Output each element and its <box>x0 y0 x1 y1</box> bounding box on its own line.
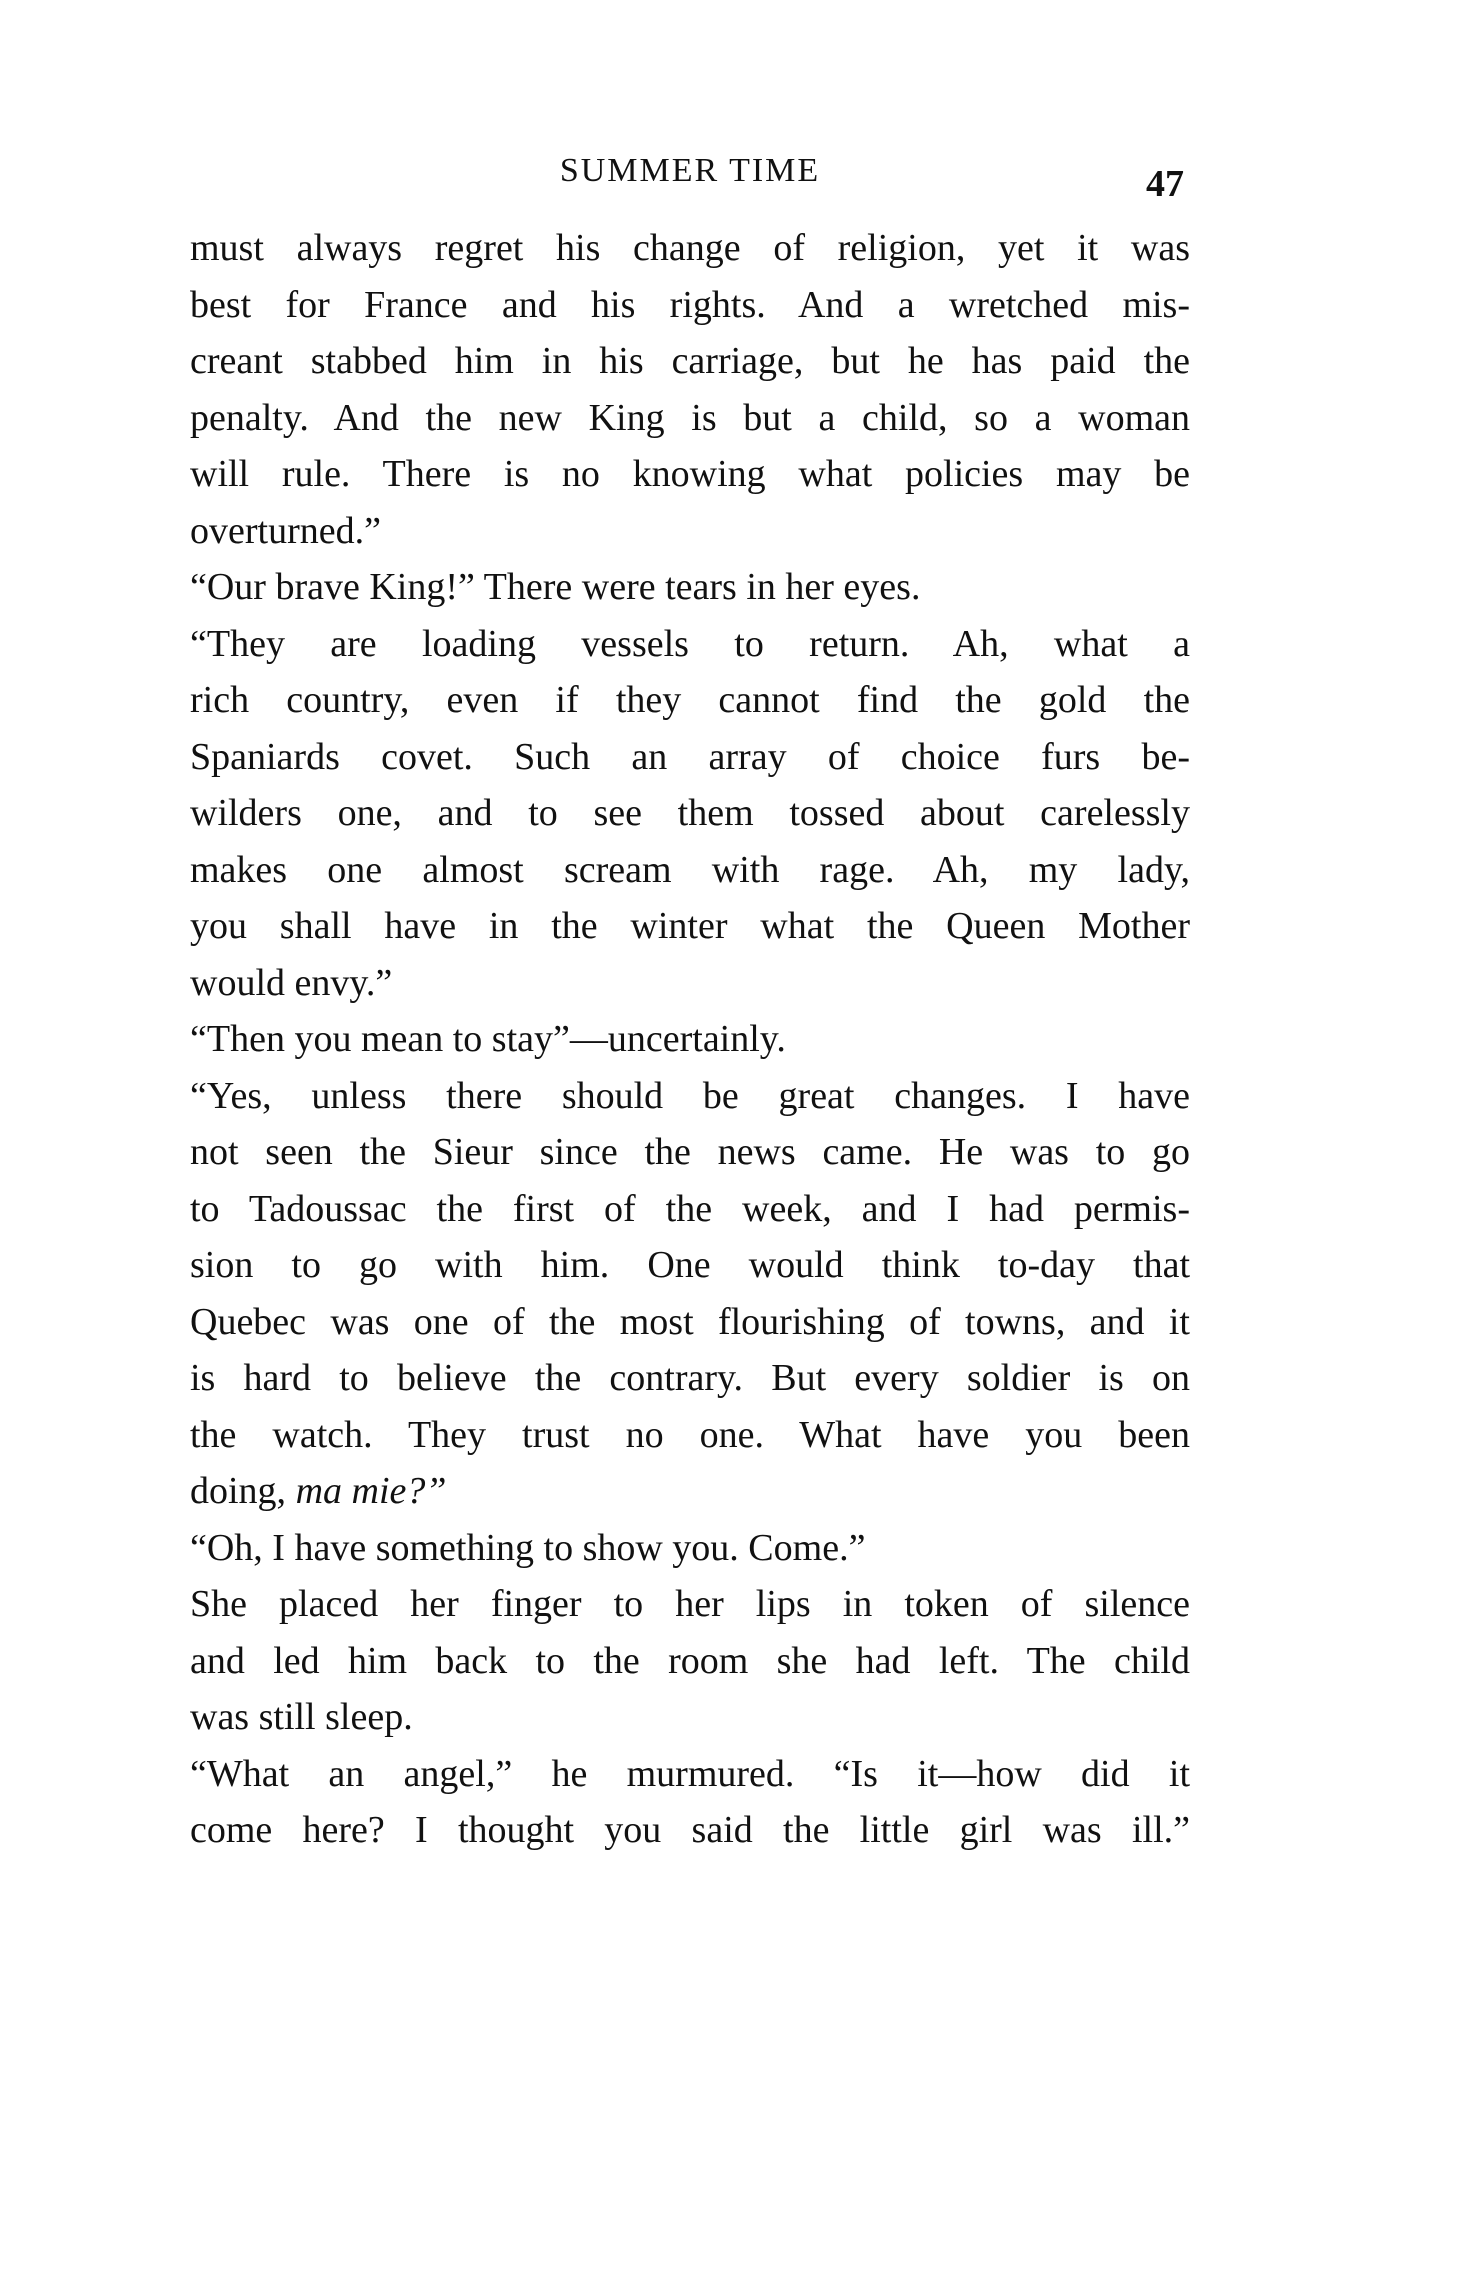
text-line <box>190 1124 1190 1181</box>
text-line <box>190 220 1190 277</box>
text-line <box>190 672 1190 729</box>
text-line-content: is hard to believe the contrary. But every soldier is on <box>190 1357 1190 1399</box>
text-line-content: creant stabbed him in his carriage, but he has paid the <box>190 340 1190 382</box>
text-line-content: and led him back to the room she had left. The child <box>190 1639 1190 1682</box>
text-line-content: best for France and his rights. And a wretched mis- <box>190 283 1190 326</box>
text-line <box>190 1237 1190 1294</box>
text-line-content: “Then you mean to stay”—uncertainly. <box>190 1018 786 1060</box>
text-line-content: Quebec was one of the most flourishing of towns, and it <box>190 1300 1190 1343</box>
text-line <box>190 842 1190 899</box>
page-number: 47 <box>1146 163 1184 205</box>
text-line <box>190 1746 1190 1803</box>
text-line <box>190 1181 1190 1238</box>
text-line <box>190 955 1190 1012</box>
text-line <box>190 1407 1190 1464</box>
text-line <box>190 1633 1190 1690</box>
text-line-content: doing, <box>190 1470 296 1512</box>
text-line <box>190 616 1190 673</box>
text-line-content: will rule. There is no knowing what policies may be <box>190 453 1190 495</box>
text-line <box>190 277 1190 334</box>
text-line <box>190 333 1190 390</box>
text-line <box>190 1011 1190 1068</box>
text-line <box>190 1294 1190 1351</box>
text-line-content: would envy.” <box>190 961 393 1004</box>
body-text <box>190 220 1190 1859</box>
text-line-content: must always regret his change of religion, yet it was <box>190 227 1190 269</box>
text-line <box>190 1350 1190 1407</box>
text-line-content: makes one almost scream with rage. Ah, my lady, <box>190 848 1190 891</box>
text-line-content: penalty. And the new King is but a child, so a woman <box>190 396 1190 439</box>
text-line <box>190 1068 1190 1125</box>
text-line-content: sion to go with him. One would think to-day that <box>190 1244 1190 1286</box>
text-line-content: “What an angel,” he murmured. “Is it—how did it <box>190 1752 1190 1795</box>
text-line-content: the watch. They trust no one. What have you been <box>190 1413 1190 1456</box>
running-head <box>190 148 1190 205</box>
text-line <box>190 390 1190 447</box>
text-line-content: you shall have in the winter what the Queen Mother <box>190 905 1190 947</box>
text-line <box>190 1576 1190 1633</box>
text-line <box>190 785 1190 842</box>
text-line-content: not seen the Sieur since the news came. He was to go <box>190 1131 1190 1173</box>
text-line-content: come here? I thought you said the little girl was ill.” <box>190 1809 1190 1851</box>
text-line <box>190 1520 1190 1577</box>
text-line <box>190 503 1190 560</box>
text-line-content: to Tadoussac the first of the week, and I had permis- <box>190 1187 1190 1230</box>
text-line <box>190 1802 1190 1859</box>
running-head-title: SUMMER TIME <box>559 152 821 189</box>
text-line <box>190 559 1190 616</box>
text-line <box>190 729 1190 786</box>
text-line <box>190 1463 1190 1520</box>
text-line-content: She placed her finger to her lips in token of silence <box>190 1583 1190 1625</box>
text-line <box>190 1689 1190 1746</box>
text-line-content: “Our brave King!” There were tears in her eyes. <box>190 566 921 608</box>
text-line-content: wilders one, and to see them tossed about carelessly <box>190 792 1190 834</box>
text-line <box>190 446 1190 503</box>
text-line-content: was still sleep. <box>190 1696 413 1738</box>
text-line-content: “Oh, I have something to show you. Come.” <box>190 1526 866 1569</box>
text-line-content: rich country, even if they cannot find the gold the <box>190 679 1190 721</box>
text-line <box>190 898 1190 955</box>
text-line-content: “They are loading vessels to return. Ah, what a <box>190 622 1190 665</box>
text-line-italic: ma mie?” <box>295 1470 447 1512</box>
text-line-content: “Yes, unless there should be great changes. I have <box>190 1074 1190 1117</box>
text-line-content: overturned.” <box>190 509 381 552</box>
text-line-content: Spaniards covet. Such an array of choice furs be- <box>190 735 1190 778</box>
